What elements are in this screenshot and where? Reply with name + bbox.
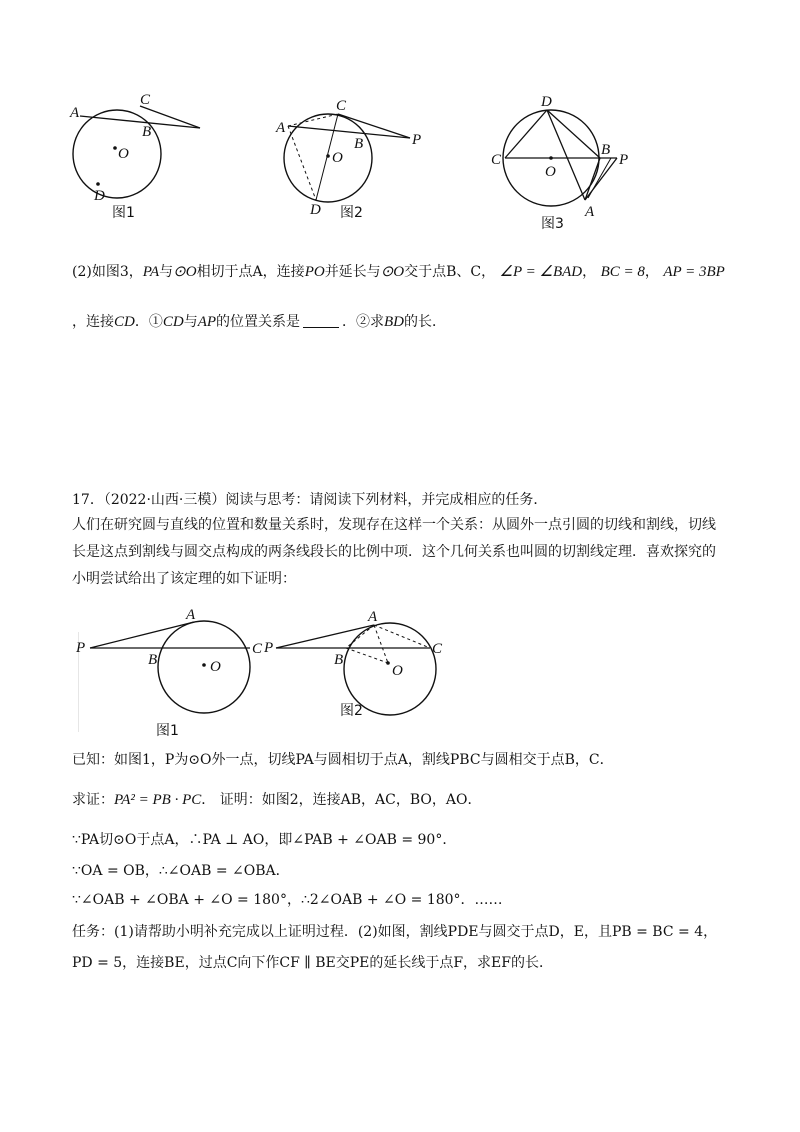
label-d: D bbox=[94, 188, 105, 204]
label-o: O bbox=[392, 663, 403, 679]
math-prove-formula: PA² = PB · PC bbox=[114, 792, 202, 808]
text: ．① bbox=[134, 314, 163, 330]
text: 的位置关系是 bbox=[216, 314, 301, 330]
math-circle-o: ⊙O bbox=[380, 264, 405, 280]
point-o bbox=[549, 156, 553, 160]
label-o: O bbox=[118, 146, 129, 162]
q17-material: 人们在研究圆与直线的位置和数量关系时，发现存在这样一个关系：从圆外一点引圆的切线和割线，切线长是这点到割线与圆交点构成的两条线段长的比例中项．这个几何关系也叫圆的切割线定理．喜欢探究的小明尝试给出了该定理的如下证明： bbox=[72, 517, 716, 587]
label-d: D bbox=[310, 202, 321, 218]
point-o bbox=[386, 661, 390, 665]
math-ap: AP = 3BP bbox=[663, 264, 725, 280]
label-c: C bbox=[140, 92, 151, 108]
label-o: O bbox=[210, 659, 221, 675]
math-bd: BD bbox=[384, 314, 405, 330]
label-b: B bbox=[334, 652, 344, 668]
text: 并延长与 bbox=[324, 264, 381, 280]
text: ， bbox=[582, 264, 597, 280]
tangent-pa bbox=[90, 622, 194, 648]
q17-task-line2: PD = 5，连接BE，过点C向下作CF ∥ BE交PE的延长线于点F，求EF的长． bbox=[72, 955, 553, 971]
q17-step2: ∵OA = OB，∴∠OAB = ∠OBA． bbox=[72, 863, 290, 879]
q17-known: 已知：如图1，P为⊙O外一点，切线PA与圆相切于点A，割线PBC与圆相交于点B，C． bbox=[72, 752, 614, 768]
text: 与 bbox=[159, 264, 174, 280]
figure-2-top bbox=[270, 90, 430, 225]
circle-o bbox=[344, 623, 436, 715]
label-c: C bbox=[432, 641, 443, 657]
caption: 图2 bbox=[340, 703, 363, 719]
label-a: A bbox=[186, 607, 196, 623]
line-ab bbox=[585, 158, 600, 200]
caption: 图3 bbox=[541, 216, 564, 232]
math-cd: CD bbox=[114, 314, 135, 330]
text: 与 bbox=[183, 314, 198, 330]
label-p: P bbox=[412, 132, 422, 148]
dashed-ad bbox=[288, 126, 316, 200]
math-bc: BC = 8 bbox=[600, 264, 645, 280]
label-d: D bbox=[541, 94, 552, 110]
text: ， bbox=[644, 264, 659, 280]
line-da bbox=[547, 110, 585, 200]
text: 相切于点A，连接 bbox=[196, 264, 305, 280]
label-p: P bbox=[264, 640, 274, 656]
text: ，连接 bbox=[72, 314, 114, 330]
label-c: C bbox=[491, 152, 502, 168]
answer-blank[interactable] bbox=[303, 313, 339, 328]
q17-figure-2 bbox=[262, 605, 447, 745]
label-p: P bbox=[76, 640, 86, 656]
q16-part2-line2 bbox=[72, 312, 446, 332]
caption: 图1 bbox=[112, 205, 135, 221]
point-o bbox=[326, 154, 330, 158]
label-a: A bbox=[585, 204, 595, 220]
label-a: A bbox=[368, 609, 378, 625]
label-b: B bbox=[354, 136, 364, 152]
math-circle-o: ⊙O bbox=[173, 264, 197, 280]
label-p: P bbox=[619, 152, 629, 168]
dashed-bo bbox=[346, 648, 388, 663]
math-pa: PA bbox=[142, 264, 160, 280]
q17-task-line1: 任务：(1)请帮助小明补充完成以上证明过程．(2)如图，割线PDE与圆交于点D，E，且PB = BC = 4， bbox=[72, 924, 718, 940]
caption: 图1 bbox=[156, 723, 179, 739]
point-d bbox=[96, 182, 100, 186]
tangent-pa-2 bbox=[588, 158, 611, 198]
q17-prove bbox=[72, 790, 481, 810]
text: 交于点B、C， bbox=[404, 264, 496, 280]
q17-step3: ∵∠OAB + ∠OBA + ∠O = 180°，∴2∠OAB + ∠O = 180°．…… bbox=[72, 892, 503, 908]
label-a: A bbox=[276, 120, 286, 136]
label-o: O bbox=[332, 150, 343, 166]
point-o bbox=[113, 146, 117, 150]
proof-start: ． 证明：如图2，连接AB，AC，BO，AO． bbox=[201, 792, 482, 808]
q16-part2-line1 bbox=[72, 262, 725, 282]
q17-figure-1 bbox=[72, 605, 263, 745]
text: (2)如图3， bbox=[72, 264, 143, 280]
math-po: PO bbox=[304, 264, 325, 280]
label-c: C bbox=[252, 641, 263, 657]
text: 的长． bbox=[404, 314, 447, 330]
label-b: B bbox=[148, 652, 158, 668]
label-b: B bbox=[142, 124, 152, 140]
dashed-ac bbox=[288, 114, 338, 126]
point-o bbox=[202, 663, 206, 667]
label-c: C bbox=[336, 98, 347, 114]
math-angle-condition: ∠P = ∠BAD bbox=[499, 264, 583, 280]
figure-3-top bbox=[485, 90, 645, 235]
caption: 图2 bbox=[340, 205, 363, 221]
q17-step1: ∵PA切⊙O于点A，∴PA ⊥ AO，即∠PAB + ∠OAB = 90°． bbox=[72, 832, 457, 848]
text: ．②求 bbox=[342, 314, 385, 330]
label-b: B bbox=[601, 142, 611, 158]
tangent-pa bbox=[585, 158, 617, 200]
math-ap: AP bbox=[197, 314, 217, 330]
q17-header: 17．（2022·山西·三模）阅读与思考：请阅读下列材料，并完成相应的任务． bbox=[72, 492, 548, 508]
figure-1-top bbox=[60, 90, 210, 225]
label-o: O bbox=[545, 164, 556, 180]
circle-o bbox=[158, 621, 250, 713]
label-a: A bbox=[70, 105, 80, 121]
prove-label: 求证： bbox=[72, 792, 114, 808]
dashed-ao bbox=[374, 625, 388, 663]
math-cd: CD bbox=[162, 314, 184, 330]
